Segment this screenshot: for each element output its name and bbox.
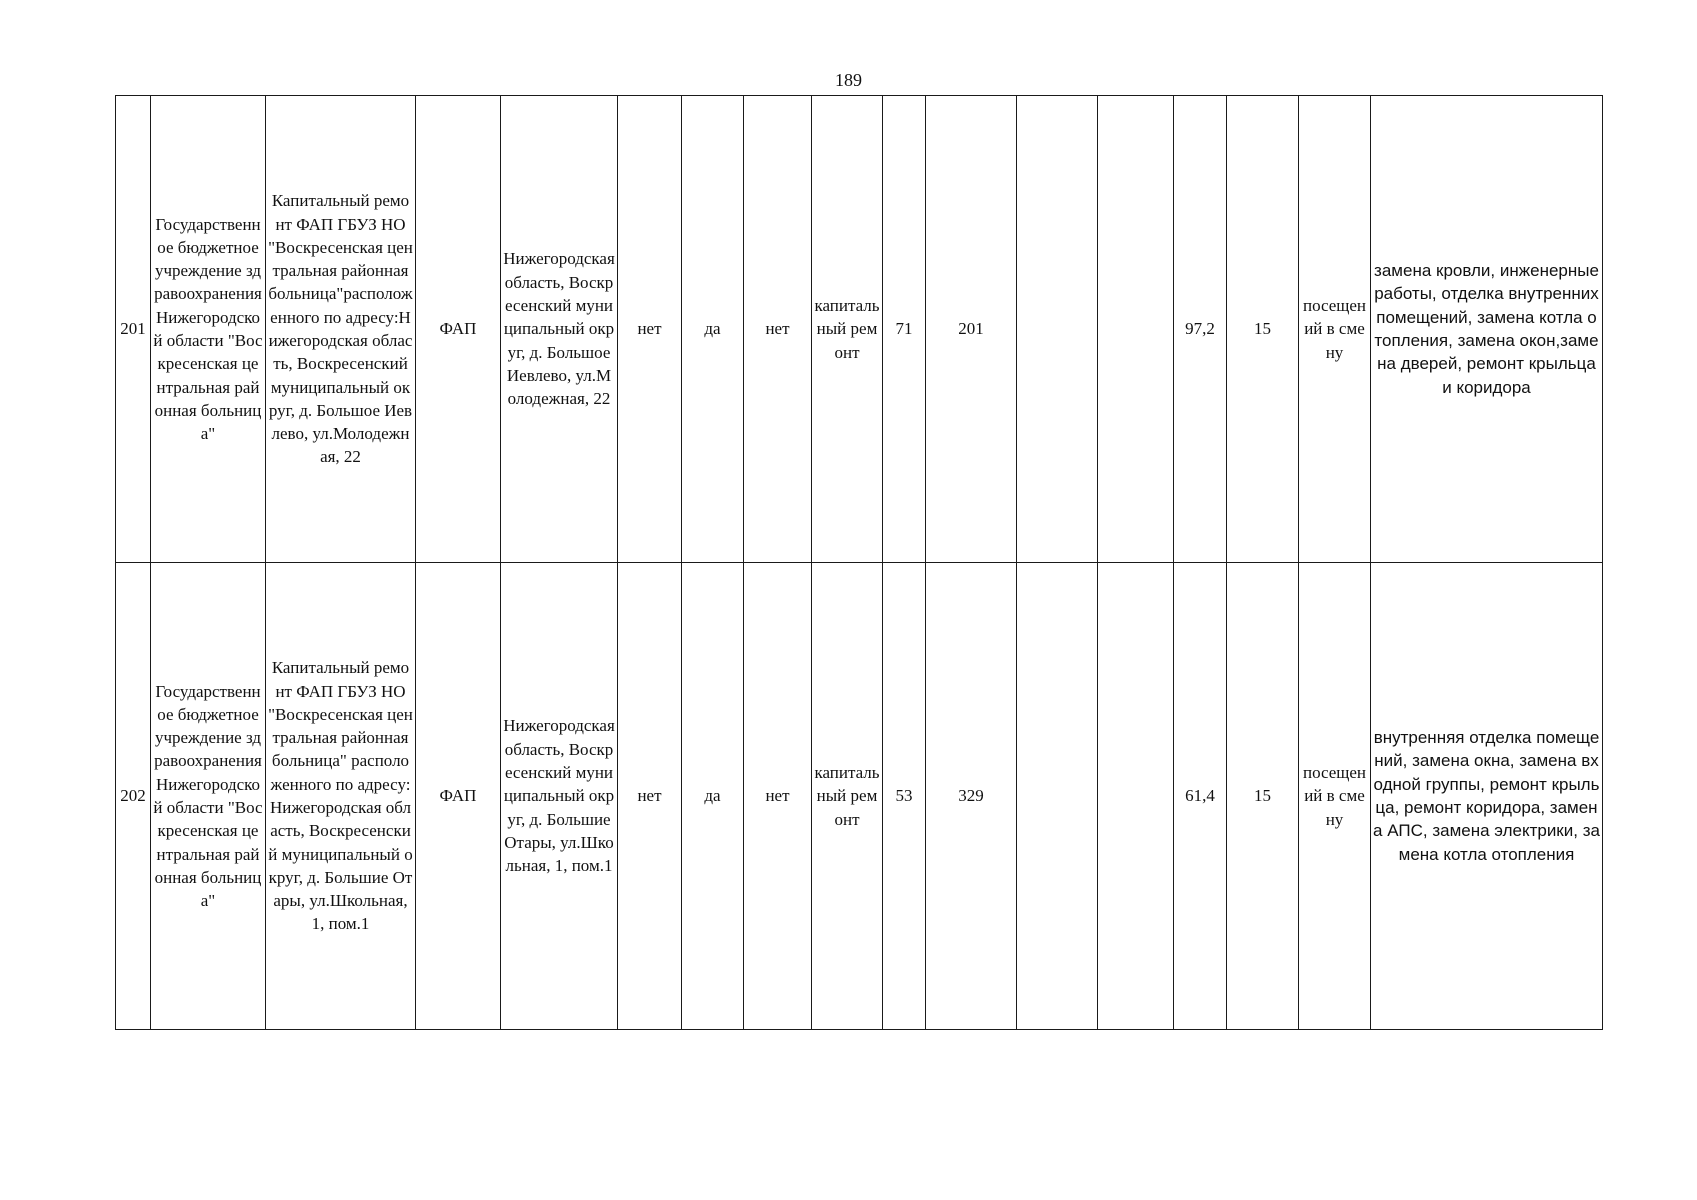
cell-capacity: 15 [1227, 563, 1299, 1030]
cell-row-number: 202 [116, 563, 151, 1030]
cell-flag-3: нет [744, 563, 812, 1030]
cell-row-number: 201 [116, 96, 151, 563]
cell-capacity-unit: посещений в смену [1299, 563, 1371, 1030]
cell-year: 71 [883, 96, 926, 563]
table-row [116, 96, 1603, 563]
cell-area: 61,4 [1174, 563, 1227, 1030]
cell-object-name: Капитальный ремонт ФАП ГБУЗ НО "Воскресенская центральная районная больница" расположенного по адресу:Нижегородская область, Воскресенский муниципальный округ, д. Большие Отары, ул.Школьная, 1, пом.1 [266, 563, 416, 1030]
cell-value-1: 329 [926, 563, 1017, 1030]
cell-value-2 [1017, 563, 1098, 1030]
cell-flag-3: нет [744, 96, 812, 563]
cell-value-1: 201 [926, 96, 1017, 563]
cell-capacity: 15 [1227, 96, 1299, 563]
cell-flag-2: да [682, 96, 744, 563]
cell-object-type: ФАП [416, 96, 501, 563]
cell-value-2 [1017, 96, 1098, 563]
cell-work-kind: капитальный ремонт [812, 96, 883, 563]
cell-address: Нижегородская область, Воскресенский муниципальный округ, д. Большие Отары, ул.Школьная, 1, пом.1 [501, 563, 618, 1030]
cell-value-3 [1098, 563, 1174, 1030]
cell-flag-2: да [682, 563, 744, 1030]
page-number: 189 [835, 70, 862, 90]
table-row [116, 563, 1603, 1030]
cell-flag-1: нет [618, 96, 682, 563]
cell-works-description: внутренняя отделка помещений, замена окна, замена входной группы, ремонт крыльца, ремонт коридора, замена АПС, замена электрики, замена котла отопления [1371, 563, 1603, 1030]
cell-capacity-unit: посещений в смену [1299, 96, 1371, 563]
cell-organization: Государственное бюджетное учреждение здравоохранения Нижегородской области "Воскресенская центральная районная больница" [151, 563, 266, 1030]
facilities-table [115, 95, 1603, 1030]
cell-works-description: замена кровли, инженерные работы, отделка внутренних помещений, замена котла отопления, замена окон,замена дверей, ремонт крыльца и коридора [1371, 96, 1603, 563]
cell-address: Нижегородская область, Воскресенский муниципальный округ, д. Большое Иевлево, ул.Молодежная, 22 [501, 96, 618, 563]
cell-year: 53 [883, 563, 926, 1030]
cell-work-kind: капитальный ремонт [812, 563, 883, 1030]
cell-value-3 [1098, 96, 1174, 563]
cell-object-type: ФАП [416, 563, 501, 1030]
cell-flag-1: нет [618, 563, 682, 1030]
cell-object-name: Капитальный ремонт ФАП ГБУЗ НО "Воскресенская центральная районная больница"расположенного по адресу:Нижегородская область, Воскресенский муниципальный округ, д. Большое Иевлево, ул.Молодежная, 22 [266, 96, 416, 563]
cell-area: 97,2 [1174, 96, 1227, 563]
cell-organization: Государственное бюджетное учреждение здравоохранения Нижегородской области "Воскресенская центральная районная больница" [151, 96, 266, 563]
